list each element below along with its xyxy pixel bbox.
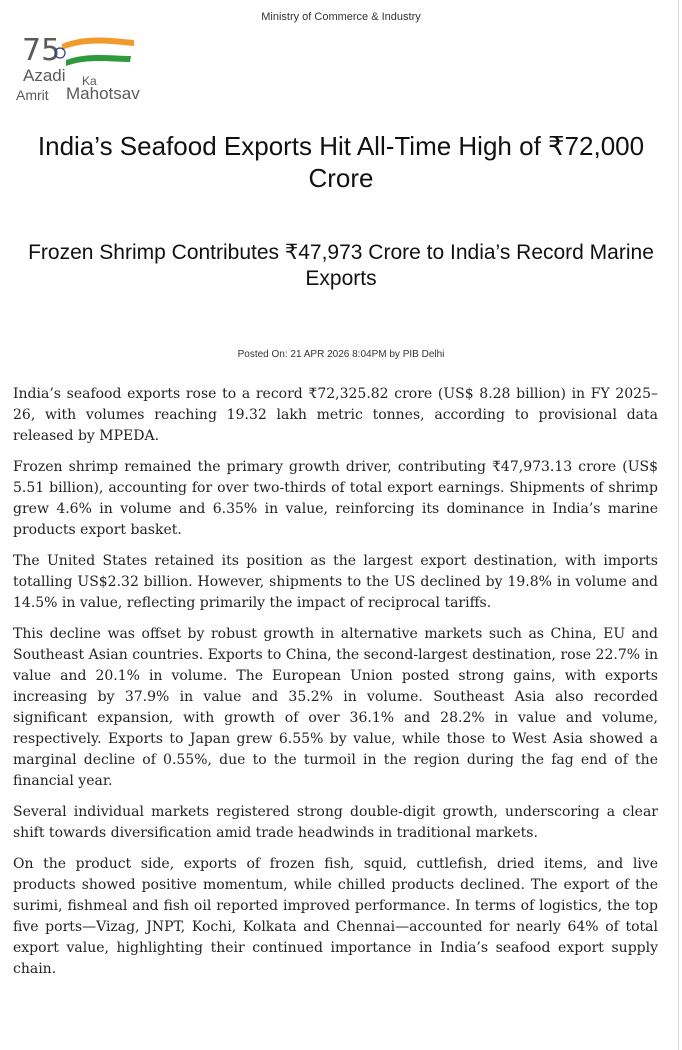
page-title: India’s Seafood Exports Hit All-Time High of ₹72,000 Crore <box>37 131 645 193</box>
paragraph: Several individual markets registered strong double-digit growth, underscoring a clear shift towards diversification amid trade headwinds in traditional markets. <box>13 804 658 841</box>
paragraph: Frozen shrimp remained the primary growth driver, contributing ₹47,973.13 crore (US$ 5.51 billion), accounting for over two-thirds of total export earnings. Shipments of shrimp grew 4.6% in volume and 6.35% in value, reinforcing its dominance in India’s marine products export basket. <box>13 459 658 538</box>
logo-azadi: Azadi <box>23 66 66 85</box>
page-subtitle: Frozen Shrimp Contributes ₹47,973 Crore to India’s Record Marine Exports <box>28 241 654 290</box>
paragraph: The United States retained its position as the largest export destination, with imports totalling US$2.32 billion. However, shipments to the US declined by 19.8% in volume and 14.5% in value, reflecting primarily the impact of reciprocal tariffs. <box>13 553 658 611</box>
logo-amrit: Amrit <box>16 87 49 103</box>
paragraph: India’s seafood exports rose to a record ₹72,325.82 crore (US$ 8.28 billion) in FY 2025–26, with volumes reaching 19.32 lakh metric tonnes, according to provisional data released by MPEDA. <box>13 386 658 444</box>
logo-mahotsav: Mahotsav <box>66 84 140 103</box>
ministry-name: Ministry of Commerce & Industry <box>261 11 421 23</box>
azadi-ka-amrit-mahotsav-logo <box>16 26 166 110</box>
logo-numeral: 75 <box>22 33 61 68</box>
page-edge-divider <box>678 0 679 1050</box>
article-body <box>13 384 658 990</box>
paragraph: This decline was offset by robust growth in alternative markets such as China, EU and Southeast Asian countries. Exports to China, the second-largest destination, rose 22.7% in value and 20.1% in volume. The European Union posted strong gains, with exports increasing by 37.9% in value and 35.2% in volume. Southeast Asia also recorded significant expansion, with growth of over 36.1% and 28.2% in value and volume, respectively. Exports to Japan grew 6.55% by value, while those to West Asia showed a marginal decline of 0.55%, due to the turmoil in the region during the fag end of the financial year. <box>13 626 658 789</box>
paragraph: On the product side, exports of frozen fish, squid, cuttlefish, dried items, and live products showed positive momentum, while chilled products declined. The export of the surimi, fishmeal and fish oil reported improved performance. In terms of logistics, the top five ports—Vizag, JNPT, Kochi, Kolkata and Chennai—accounted for nearly 64% of total export value, highlighting their continued importance in India’s seafood export supply chain. <box>13 856 658 977</box>
logo-ka: Ka <box>82 74 97 88</box>
posted-on: Posted On: 21 APR 2026 8:04PM by PIB Delhi <box>237 349 445 360</box>
